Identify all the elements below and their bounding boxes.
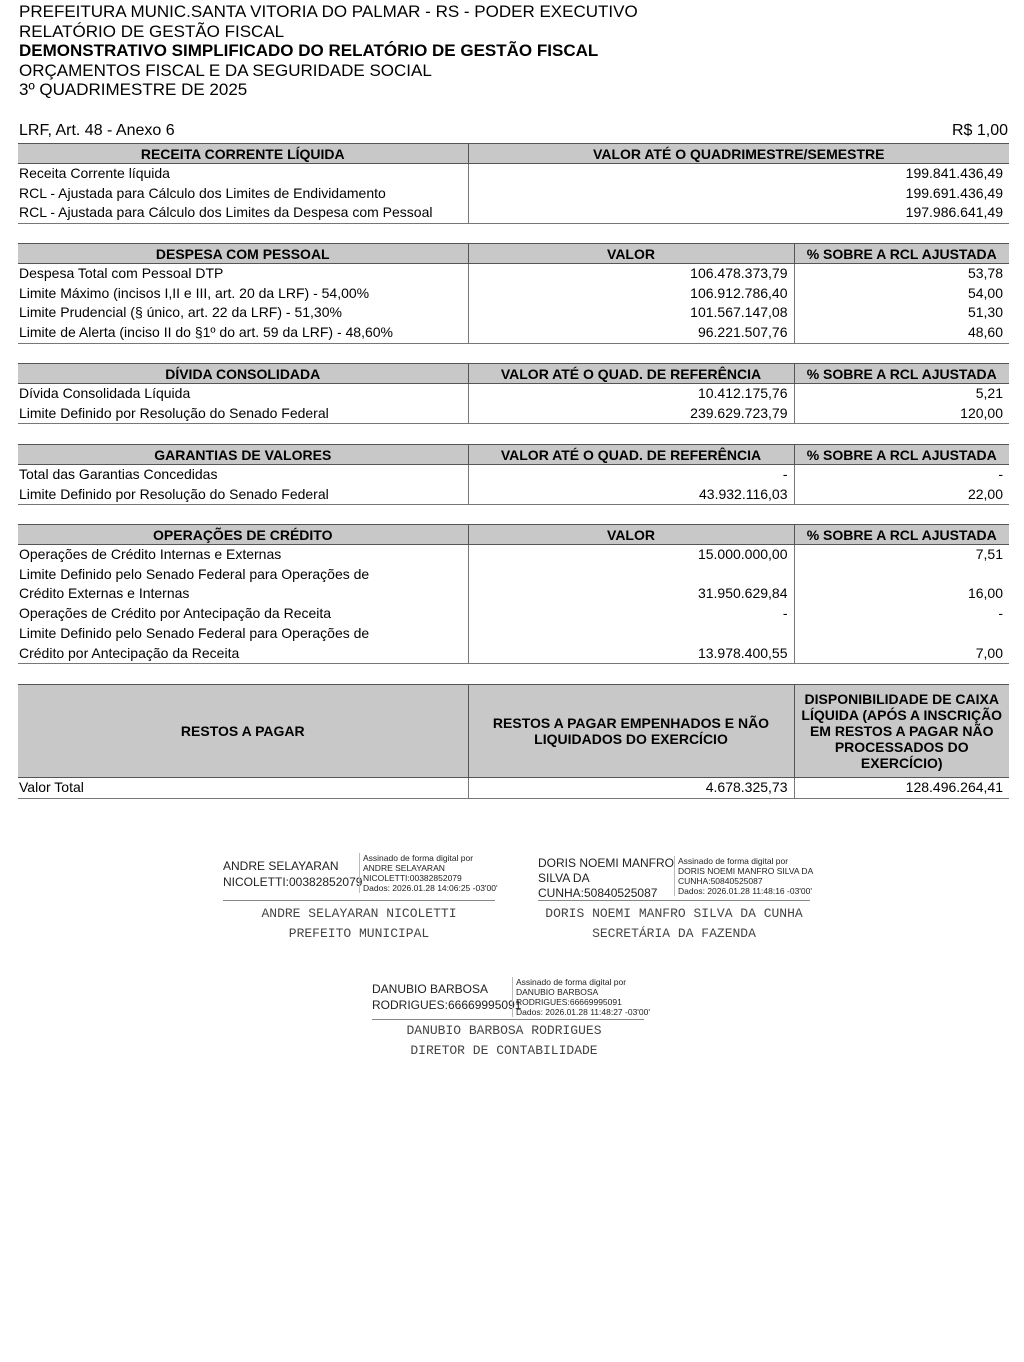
row-label: Dívida Consolidada Líquida	[19, 385, 191, 401]
restos-header-disponibilidade: DISPONIBILIDADE DE CAIXA LÍQUIDA (APÓS A INSCRIÇÃO EM RESTOS A PAGAR NÃO PROCESSADOS DO EXERCÍCIO)	[794, 685, 1009, 778]
row-label: Limite Máximo (incisos I,II e III, art. 20 da LRF) - 54,00%	[19, 284, 370, 301]
signature-block	[372, 1021, 636, 1061]
table-row	[18, 624, 1009, 644]
row-value: 10.412.175,76	[468, 384, 794, 404]
row-value	[468, 624, 794, 644]
row-pct: 5,21	[794, 384, 1009, 404]
row-label: Receita Corrente líquida	[19, 165, 170, 181]
garantias-table	[18, 444, 1009, 505]
table-row	[18, 644, 1009, 664]
garantias-header-pct: % SOBRE A RCL AJUSTADA	[794, 445, 1009, 465]
row-label: RCL - Ajustada para Cálculo dos Limites de Endividamento	[19, 184, 386, 201]
signer-role: DIRETOR DE CONTABILIDADE	[410, 1043, 598, 1058]
table-row	[18, 565, 1009, 585]
garantias-header-label: GARANTIAS DE VALORES	[18, 445, 468, 465]
pessoal-header-value: VALOR	[468, 244, 794, 264]
row-pct: 51,30	[794, 303, 1009, 323]
header-line-4: ORÇAMENTOS FISCAL E DA SEGURIDADE SOCIAL	[19, 60, 432, 80]
operacoes-header-pct: % SOBRE A RCL AJUSTADA	[794, 525, 1009, 545]
table-row	[18, 384, 1009, 404]
signer-name: DORIS NOEMI MANFRO SILVA DA CUNHA	[545, 906, 803, 921]
row-label: Limite Definido por Resolução do Senado Federal	[18, 485, 468, 505]
row-label: Limite Definido pelo Senado Federal para Operações de	[19, 624, 370, 641]
pessoal-header-label: DESPESA COM PESSOAL	[18, 244, 468, 264]
table-row	[18, 184, 1009, 204]
divida-table	[18, 363, 1009, 424]
signer-name: ANDRE SELAYARAN NICOLETTI	[261, 906, 457, 921]
signer-role: PREFEITO MUNICIPAL	[288, 926, 430, 941]
row-label: Operações de Crédito por Antecipação da Receita	[19, 605, 332, 622]
pessoal-table	[18, 243, 1009, 344]
operacoes-header-value: VALOR	[468, 525, 794, 545]
row-value: 106.912.786,40	[468, 284, 794, 304]
table-row	[18, 778, 1009, 799]
table-row	[18, 303, 1009, 323]
signature-block	[223, 904, 495, 944]
signer-role: SECRETÁRIA DA FAZENDA	[592, 926, 756, 941]
header-line-5: 3º QUADRIMESTRE DE 2025	[19, 80, 248, 100]
row-label: Limite de Alerta (inciso II do §1º do art. 59 da LRF) - 48,60%	[18, 323, 468, 343]
row-label: Valor Total	[18, 778, 468, 799]
signature-block	[520, 904, 828, 944]
table-row	[18, 284, 1009, 304]
report-header	[19, 2, 1009, 100]
row-value: 4.678.325,73	[468, 778, 794, 799]
row-label: Crédito Externas e Internas	[19, 585, 190, 602]
row-value: 96.221.507,76	[468, 323, 794, 343]
table-row	[18, 203, 1009, 223]
annex-line	[19, 122, 1008, 140]
row-pct: -	[794, 465, 1009, 485]
row-label: RCL - Ajustada para Cálculo dos Limites da Despesa com Pessoal	[18, 203, 468, 223]
table-row	[18, 584, 1009, 604]
pessoal-header-pct: % SOBRE A RCL AJUSTADA	[794, 244, 1009, 264]
stamp-details: Assinado de forma digital por ANDRE SELAYARAN NICOLETTI:00382852079 Dados: 2026.01.28 14:06:25 -03'00'	[359, 853, 498, 893]
row-label: Limite Prudencial (§ único, art. 22 da LRF) - 51,30%	[19, 304, 342, 321]
row-label: Despesa Total com Pessoal DTP	[19, 265, 224, 281]
restos-header-label: RESTOS A PAGAR	[18, 685, 468, 778]
stamp-signer-name: ANDRE SELAYARAN NICOLETTI:00382852079	[223, 859, 363, 889]
row-value: 101.567.147,08	[468, 303, 794, 323]
row-value: 31.950.629,84	[468, 584, 794, 604]
row-value: 13.978.400,55	[468, 644, 794, 664]
row-pct	[794, 565, 1009, 585]
table-row	[18, 545, 1009, 565]
row-value: 239.629.723,79	[468, 404, 794, 424]
divida-header-label: DÍVIDA CONSOLIDADA	[18, 364, 468, 384]
table-row	[18, 604, 1009, 624]
table-row	[18, 465, 1009, 485]
row-label: Limite Definido por Resolução do Senado Federal	[18, 404, 468, 424]
header-line-2: RELATÓRIO DE GESTÃO FISCAL	[19, 21, 285, 41]
row-value	[468, 565, 794, 585]
operacoes-table	[18, 524, 1009, 664]
row-label: Crédito por Antecipação da Receita	[18, 644, 468, 664]
divida-header-value: VALOR ATÉ O QUAD. DE REFERÊNCIA	[468, 364, 794, 384]
row-label: Operações de Crédito Internas e Externas	[19, 546, 282, 562]
row-value: 197.986.641,49	[468, 203, 1009, 223]
digital-signature-stamp	[372, 971, 650, 1020]
rcl-header-value: VALOR ATÉ O QUADRIMESTRE/SEMESTRE	[468, 144, 1009, 164]
restos-table	[18, 684, 1009, 799]
header-line-3: DEMONSTRATIVO SIMPLIFICADO DO RELATÓRIO DE GESTÃO FISCAL	[19, 41, 599, 61]
digital-signature-stamp	[538, 852, 814, 901]
row-pct	[794, 624, 1009, 644]
row-pct: 48,60	[794, 323, 1009, 343]
table-row	[18, 404, 1009, 424]
currency-unit: R$ 1,00	[951, 122, 1008, 139]
row-pct: -	[794, 604, 1009, 624]
stamp-signer-name: DANUBIO BARBOSA RODRIGUES:66669995091	[372, 982, 522, 1012]
row-value: 106.478.373,79	[468, 264, 794, 284]
signer-name: DANUBIO BARBOSA RODRIGUES	[406, 1023, 602, 1038]
row-pct: 16,00	[794, 584, 1009, 604]
row-label: Total das Garantias Concedidas	[19, 466, 218, 482]
divida-header-pct: % SOBRE A RCL AJUSTADA	[794, 364, 1009, 384]
header-line-1: PREFEITURA MUNIC.SANTA VITORIA DO PALMAR - RS - PODER EXECUTIVO	[19, 2, 638, 21]
digital-signature-stamp	[223, 852, 498, 901]
stamp-details: Assinado de forma digital por DANUBIO BARBOSA RODRIGUES:66669995091 Dados: 2026.01.28 11:48:27 -03'00'	[512, 977, 650, 1017]
table-row	[18, 264, 1009, 284]
rcl-table	[18, 143, 1009, 224]
row-disponibilidade: 128.496.264,41	[794, 778, 1009, 799]
stamp-details: Assinado de forma digital por DORIS NOEMI MANFRO SILVA DA CUNHA:50840525087 Dados: 2026.01.28 11:48:16 -03'00'	[674, 856, 813, 896]
row-pct: 22,00	[794, 485, 1009, 505]
table-row	[18, 485, 1009, 505]
row-value: 199.691.436,49	[468, 184, 1009, 204]
row-pct: 120,00	[794, 404, 1009, 424]
row-pct: 54,00	[794, 284, 1009, 304]
row-value: -	[468, 604, 794, 624]
garantias-header-value: VALOR ATÉ O QUAD. DE REFERÊNCIA	[468, 445, 794, 465]
row-pct: 7,51	[794, 545, 1009, 565]
row-value: 199.841.436,49	[468, 164, 1009, 184]
row-pct: 53,78	[794, 264, 1009, 284]
row-value: -	[468, 465, 794, 485]
table-row	[18, 323, 1009, 343]
rcl-header-label: RECEITA CORRENTE LÍQUIDA	[18, 144, 468, 164]
restos-header-value: RESTOS A PAGAR EMPENHADOS E NÃO LIQUIDADOS DO EXERCÍCIO	[468, 685, 794, 778]
operacoes-header-label: OPERAÇÕES DE CRÉDITO	[18, 525, 468, 545]
annex-label: LRF, Art. 48 - Anexo 6	[19, 122, 175, 139]
row-label: Limite Definido pelo Senado Federal para Operações de	[19, 565, 370, 582]
stamp-signer-name: DORIS NOEMI MANFRO SILVA DA CUNHA:50840525087	[538, 856, 675, 900]
table-row	[18, 164, 1009, 184]
row-value: 43.932.116,03	[468, 485, 794, 505]
row-value: 15.000.000,00	[468, 545, 794, 565]
row-pct: 7,00	[794, 644, 1009, 664]
